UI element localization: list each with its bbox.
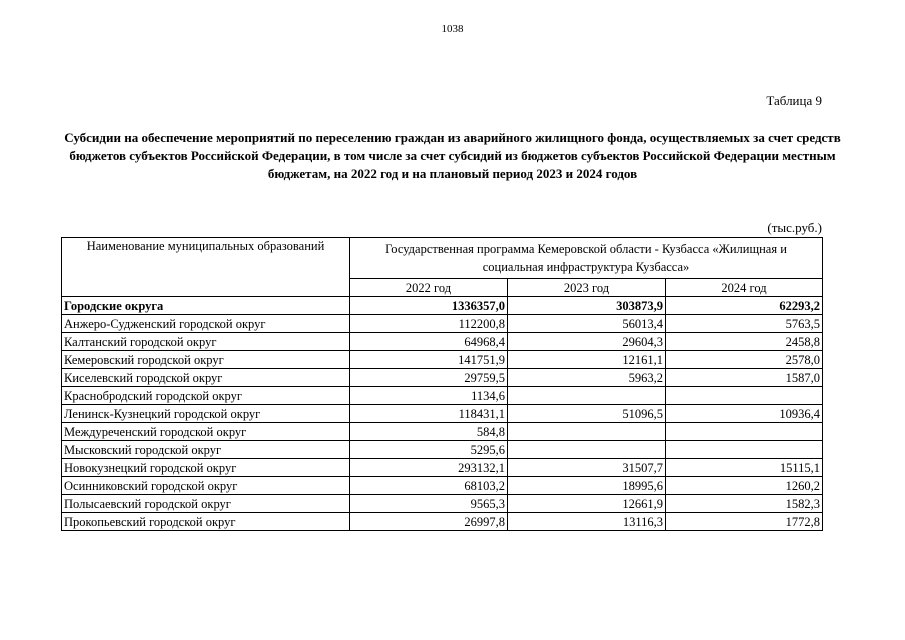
column-header-name: Наименование муниципальных образований (62, 238, 350, 297)
cell-2024: 1260,2 (666, 477, 823, 495)
cell-2024: 15115,1 (666, 459, 823, 477)
cell-2022: 118431,1 (350, 405, 508, 423)
table-row-total (62, 297, 823, 315)
cell-2023 (508, 387, 666, 405)
table-row (62, 495, 823, 513)
cell-2023: 18995,6 (508, 477, 666, 495)
cell-2023: 31507,7 (508, 459, 666, 477)
row-name: Калтанский городской округ (62, 333, 350, 351)
cell-2022: 1134,6 (350, 387, 508, 405)
document-title: Субсидии на обеспечение мероприятий по переселению граждан из аварийного жилищного фонда, осуществляемых за счет средств бюджетов субъектов Российской Федерации, в том числе за счет субсидий из бюджетов субъектов Российской Федерации местным бюджетам, на 2022 год и на плановый период 2023 и 2024 годов (64, 130, 841, 181)
cell-2024: 2458,8 (666, 333, 823, 351)
row-name: Новокузнецкий городской округ (62, 459, 350, 477)
row-name: Ленинск-Кузнецкий городской округ (62, 405, 350, 423)
cell-2022: 9565,3 (350, 495, 508, 513)
cell-2022: 584,8 (350, 423, 508, 441)
cell-2022: 68103,2 (350, 477, 508, 495)
table-row (62, 351, 823, 369)
row-name: Городские округа (62, 297, 350, 315)
table-label: Таблица 9 (766, 93, 822, 108)
cell-2023 (508, 423, 666, 441)
cell-2023: 56013,4 (508, 315, 666, 333)
cell-2023: 303873,9 (508, 297, 666, 315)
table-row (62, 369, 823, 387)
row-name: Междуреченский городской округ (62, 423, 350, 441)
cell-2023 (508, 441, 666, 459)
row-name: Кемеровский городской округ (62, 351, 350, 369)
cell-2024: 1587,0 (666, 369, 823, 387)
cell-2023: 51096,5 (508, 405, 666, 423)
row-name: Анжеро-Судженский городской округ (62, 315, 350, 333)
table-row (62, 441, 823, 459)
cell-2024 (666, 423, 823, 441)
row-name: Киселевский городской округ (62, 369, 350, 387)
cell-2023: 5963,2 (508, 369, 666, 387)
subsidies-table (61, 237, 823, 531)
row-name: Осинниковский городской округ (62, 477, 350, 495)
cell-2023: 13116,3 (508, 513, 666, 531)
table-row (62, 477, 823, 495)
row-name: Краснобродский городской округ (62, 387, 350, 405)
cell-2024: 62293,2 (666, 297, 823, 315)
cell-2024 (666, 387, 823, 405)
table-row (62, 387, 823, 405)
table-row (62, 513, 823, 531)
column-header-2023: 2023 год (508, 279, 666, 297)
units-label: (тыс.руб.) (767, 220, 822, 235)
column-header-2022: 2022 год (350, 279, 508, 297)
table-row (62, 459, 823, 477)
table-row (62, 333, 823, 351)
cell-2024: 1582,3 (666, 495, 823, 513)
cell-2022: 293132,1 (350, 459, 508, 477)
cell-2023: 12661,9 (508, 495, 666, 513)
cell-2022: 112200,8 (350, 315, 508, 333)
cell-2022: 5295,6 (350, 441, 508, 459)
row-name: Мысковский городской округ (62, 441, 350, 459)
cell-2022: 1336357,0 (350, 297, 508, 315)
table-row (62, 315, 823, 333)
column-header-program: Государственная программа Кемеровской области - Кузбасса «Жилищная и социальная инфраструктура Кузбасса» (350, 238, 823, 279)
column-header-2024: 2024 год (666, 279, 823, 297)
cell-2022: 29759,5 (350, 369, 508, 387)
cell-2022: 141751,9 (350, 351, 508, 369)
cell-2024: 10936,4 (666, 405, 823, 423)
cell-2022: 26997,8 (350, 513, 508, 531)
cell-2024: 2578,0 (666, 351, 823, 369)
page-number: 1038 (441, 23, 464, 35)
row-name: Полысаевский городской округ (62, 495, 350, 513)
cell-2024: 1772,8 (666, 513, 823, 531)
cell-2023: 29604,3 (508, 333, 666, 351)
row-name: Прокопьевский городской округ (62, 513, 350, 531)
cell-2024 (666, 441, 823, 459)
cell-2023: 12161,1 (508, 351, 666, 369)
cell-2022: 64968,4 (350, 333, 508, 351)
cell-2024: 5763,5 (666, 315, 823, 333)
table-row (62, 405, 823, 423)
table-row (62, 423, 823, 441)
